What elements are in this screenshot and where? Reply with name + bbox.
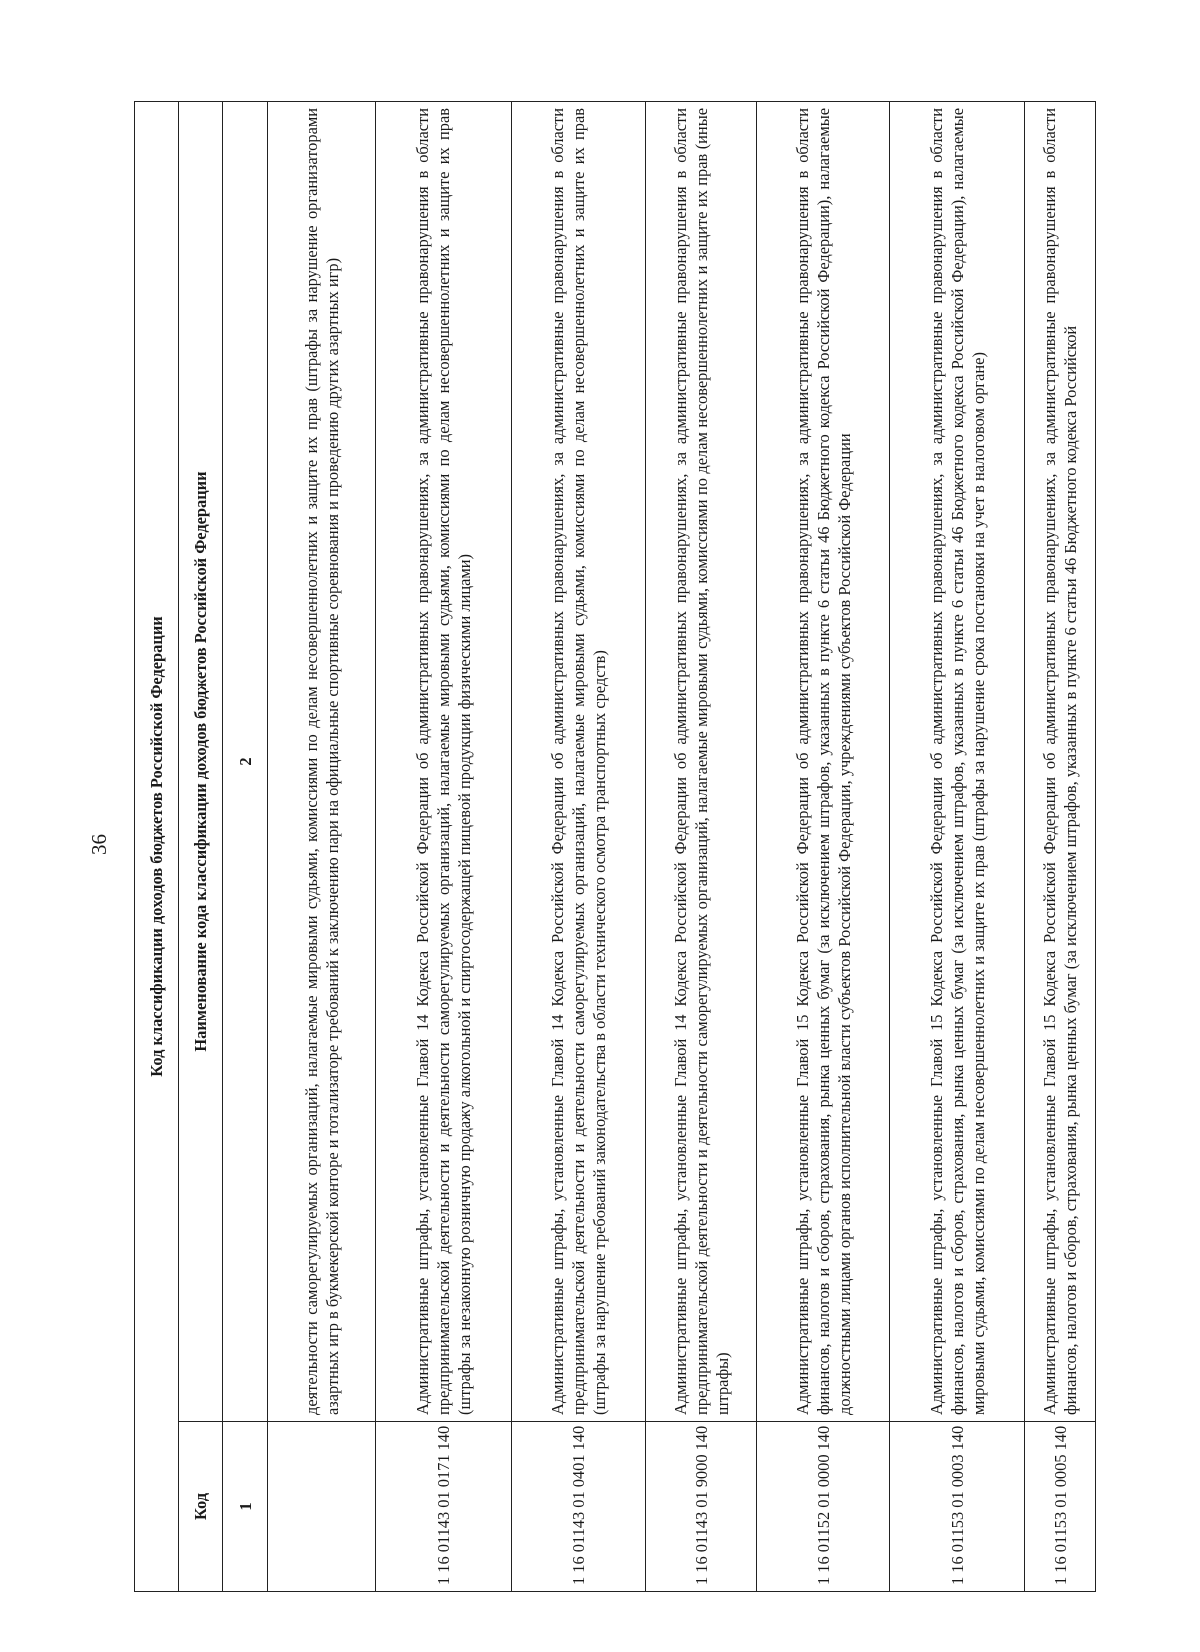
table-row <box>268 102 376 1592</box>
table-row <box>376 102 512 1592</box>
row-name: Административные штрафы, установленные Главой 14 Кодекса Российской Федерации об административных правонарушениях, за административные правонарушения в области предпринимательской деятельности и деятельности саморегулируемых организаций, налагаемые мировыми судьями, комиссиями по делам несовершеннолетних и защите их прав (штрафы за незаконную розничную продажу алкогольной и спиртосодержащей пищевой продукции физическими лицами) <box>376 102 512 1422</box>
table-row <box>512 102 646 1592</box>
row-name: Административные штрафы, установленные Главой 15 Кодекса Российской Федерации об административных правонарушениях, за административные правонарушения в области финансов, налогов и сборов, страхования, рынка ценных бумаг (за исключением штрафов, указанных в пункте 6 статьи 46 Бюджетного кодекса Российской <box>1025 102 1096 1422</box>
row-name: Административные штрафы, установленные Главой 14 Кодекса Российской Федерации об административных правонарушениях, за административные правонарушения в области предпринимательской деятельности и деятельности саморегулируемых организаций, налагаемые мировыми судьями, комиссиями по делам несовершеннолетних и защите их прав (иные штрафы) <box>646 102 757 1422</box>
table-row <box>757 102 890 1592</box>
table-row <box>1025 102 1096 1592</box>
row-code: 1 16 01153 01 0003 140 <box>890 1422 1025 1592</box>
row-code: 1 16 01152 01 0000 140 <box>757 1422 890 1592</box>
column-number-2: 2 <box>223 102 268 1422</box>
column-header-name: Наименование кода классификации доходов бюджетов Российской Федерации <box>179 102 223 1422</box>
row-name: Административные штрафы, установленные Главой 15 Кодекса Российской Федерации об административных правонарушениях, за административные правонарушения в области финансов, налогов и сборов, страхования, рынка ценных бумаг (за исключением штрафов, указанных в пункте 6 статьи 46 Бюджетного кодекса Российской Федерации), налагаемые мировыми судьями, комиссиями по делам несовершеннолетних и защите их прав (штрафы за нарушение срока постановки на учет в налоговом органе) <box>890 102 1025 1422</box>
row-code: 1 16 01143 01 0401 140 <box>512 1422 646 1592</box>
table-main-header: Код классификации доходов бюджетов Российской Федерации <box>135 102 179 1592</box>
table-row <box>646 102 757 1592</box>
row-code: 1 16 01143 01 9000 140 <box>646 1422 757 1592</box>
row-code <box>268 1422 376 1592</box>
row-code: 1 16 01153 01 0005 140 <box>1025 1422 1096 1592</box>
budget-classification-table <box>134 101 1096 1592</box>
row-code: 1 16 01143 01 0171 140 <box>376 1422 512 1592</box>
rotated-page-content <box>134 102 1080 1592</box>
column-number-1: 1 <box>223 1422 268 1592</box>
column-header-code: Код <box>179 1422 223 1592</box>
table-row <box>890 102 1025 1592</box>
row-name: Административные штрафы, установленные Главой 14 Кодекса Российской Федерации об административных правонарушениях, за административные правонарушения в области предпринимательской деятельности и деятельности саморегулируемых организаций, налагаемые мировыми судьями, комиссиями по делам несовершеннолетних и защите их прав (штрафы за нарушение требований законодательства в области технического осмотра транспортных средств) <box>512 102 646 1422</box>
row-name: деятельности саморегулируемых организаций, налагаемые мировыми судьями, комиссиями по делам несовершеннолетних и защите их прав (штрафы за нарушение организаторами азартных игр в букмекерской конторе и тотализаторе требований к заключению пари на официальные спортивные соревнования и проведению других азартных игр) <box>268 102 376 1422</box>
row-name: Административные штрафы, установленные Главой 15 Кодекса Российской Федерации об административных правонарушениях, за административные правонарушения в области финансов, налогов и сборов, страхования, рынка ценных бумаг (за исключением штрафов, указанных в пункте 6 статьи 46 Бюджетного кодекса Российской Федерации), налагаемые должностными лицами органов исполнительной власти субъектов Российской Федерации, учреждениями субъектов Российской Федерации <box>757 102 890 1422</box>
page-number: 36 <box>87 834 111 855</box>
